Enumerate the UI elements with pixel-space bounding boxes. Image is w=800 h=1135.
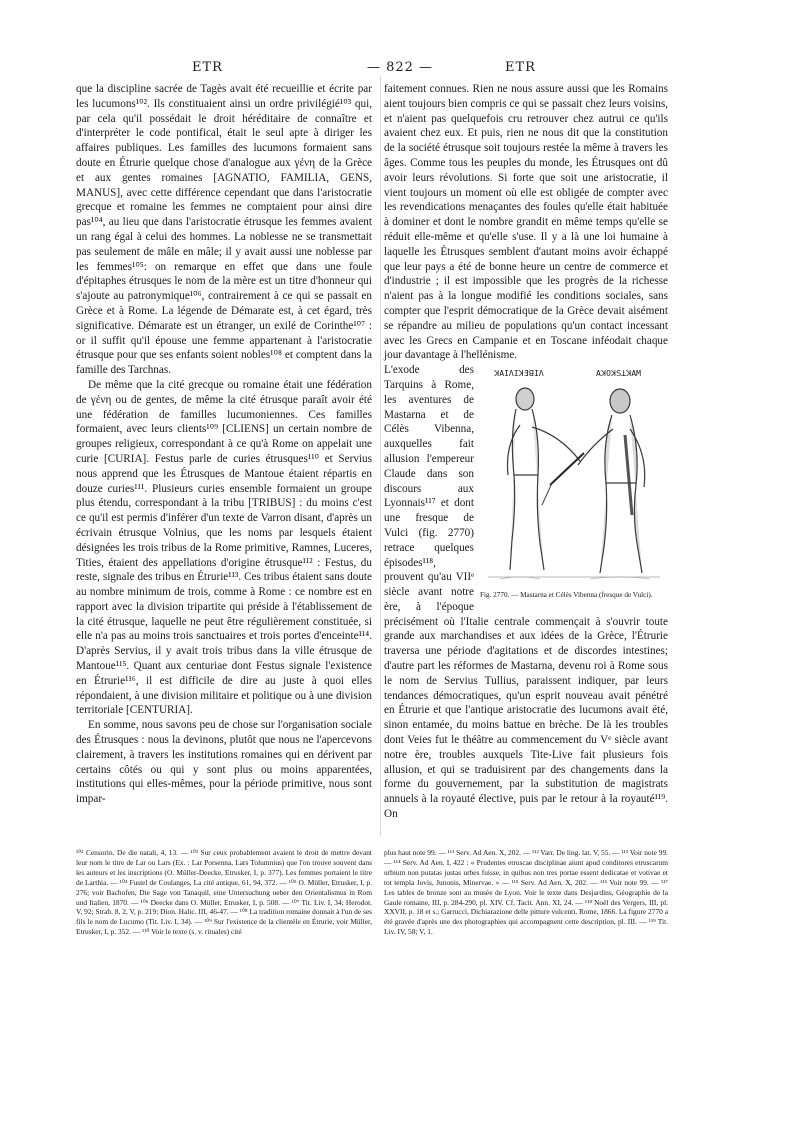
- column-divider: [380, 76, 381, 836]
- paragraph: En somme, nous savons peu de chose sur l'organisation sociale des Étrusques : nous la devinons, plutôt que nous ne l'apercevons clairement, à travers les institutions romaines qui en dérivent par certains côtés ou qui y sont plus ou moins apparentées, institutions qui elles-mêmes, pour la période primitive, nous sont impar-: [76, 719, 372, 806]
- fresco-illustration: [480, 365, 668, 587]
- paragraph: De même que la cité grecque ou romaine était une fédération de γένη ou de gentes, de même la cité étrusque paraît avoir été une fédération de familles lucumoniennes. Ces familles formaient, avec leurs clients¹⁰⁹ [CLIENS] un certain nombre de groupes religieux, correspondant à ce qu'à Rome on appelait une curie [CURIA]. Festus parle de curies étrusques¹¹⁰ et Servius nous apprend que les Étrusques de Mantoue étaient répartis en douze curies¹¹¹. Plusieurs curies ensemble formaient un groupe plus étendu, correspondant à la tribu [TRIBUS] : du moins c'est ce qu'il est permis d'inférer d'un texte de Varron disant, d'après un écrivain étrusque Volnius, que les noms par lesquels étaient désignées les trois tribus de la Rome primitive, Ramnes, Luceres, Tities, étaient des appellations d'origine étrusque¹¹² : Festus, du reste, signale des tribus en Étrurie¹¹³. Ces tribus étaient sans doute au nombre minimum de trois, comme à Rome : ce nombre est en rapport avec la division tripartite qui préside à l'établissement de la cité étrusque, laquelle ne peut être régulièrement constituée, si elle n'a pas au moins trois sanctuaires et trois portes d'enceinte¹¹⁴. D'après Servius, il y avait trois tribus dans la ville étrusque de Mantoue¹¹⁵. Quant aux centuriae dont Festus signale l'existence en Étrurie¹¹⁶, il est difficile de dire au juste à quoi elles répondaient, à une division militaire et politique ou à une division territoriale [CENTURIA].: [76, 378, 372, 717]
- running-header-left: ETR: [192, 60, 223, 75]
- paragraph: L'exode des Tarquins à Rome, les aventures de Mastarna et de Célès Vibenna, auxquelles fait allusion l'empereur Claude dans son discours aux Lyonnais¹¹⁷ et dont une fresque de Vulci (fig. 2770) retrace quelques épisodes¹¹⁸, prouvent qu'au VIIᵉ siècle avant notre ère, à l'époque précisément où l'Italie centrale commençait à s'ouvrir toute grande aux marchandises et aux idées de la Grèce, l'Étrurie traversa une période d'agitations et de discordes intestines; d'autre part les réformes de Mastarna, devenu roi à Rome sous le nom de Servius Tullius, paraissent indiquer, par leurs tendances démocratiques, qu'un esprit nouveau avait pénétré en Étrurie et que l'antique aristocratie des lucumons avait été, sinon entamée, du moins battue en brèche. De là les troubles dont Veies fut le théâtre au commencement du Vᵉ siècle avant notre ère, troubles auxquels Tite-Live fait plusieurs fois allusion, et qui se traduisirent par des changements dans la forme du gouvernement, par la substitution de magistrats annuels à la royauté élective, puis par le retour à la royauté¹¹⁹. On: [384, 364, 668, 821]
- fresco-inscription-right: AꓘOꓘꓢꓕꓘAM: [596, 369, 641, 379]
- footnotes-right: plus haut note 99. — ¹¹¹ Serv. Ad Aen. X, 202. — ¹¹² Varr. De ling. lat. V, 55. — ¹¹³ Voir note 99. — ¹¹⁴ Serv. Ad Aen. I, 422 : « Prudentes etruscae disciplinae aiunt apud conditores etruscarum urbium non putatas justas urbes fuisse, in quibus non tres portae essent dedicatae et votivae et tot templa Jovis, Junonis, Minervae. » — ¹¹⁵ Serv. Ad Aen. X, 202. — ¹¹⁶ Voir note 99. — ¹¹⁷ Les tables de bronze sont au musée de Lyon. Voir le texte dans Desjardins, Géographie de la Gaule romaine, III, p. 284-290, pl. XIV. Cf. Tacit. Ann. XI, 24. — ¹¹⁸ Noël des Vergers, III, pl. XXVII, p. 18 et s.; Garrucci, Dichiarazione delle pitture vulcenti, Rome, 1866. La figure 2770 a été gravée d'après une des photographies qui accompagnent cette description, pl. III. — ¹¹⁹ Tit. Liv. IV, 58; V, 1.: [384, 848, 669, 937]
- fresco-inscription-left: ꓘAIΛIꓘƎꓭIΛ: [494, 369, 544, 379]
- running-header-right: ETR: [505, 60, 536, 75]
- left-column: [76, 82, 372, 807]
- right-column: [384, 82, 668, 822]
- paragraph: faitement connues. Rien ne nous assure aussi que les Romains aient toujours bien compris ce qui se passait chez leurs voisins, et n'aient pas quelquefois cru retrouver chez autrui ce qu'ils avaient chez eux. Et puis, rien ne nous dit que la constitution de la société étrusque soit toujours restée la même à travers les âges. Comme tous les peuples du monde, les Étrusques ont dû avoir leurs révolutions. Si forte que soit une aristocratie, il vient toujours un moment où elle est obligée de compter avec les revendications menaçantes des foules qu'elle était habituée à dominer et dont le nombre grandit en même temps qu'elle se réduit elle-même et qu'elle s'use. Il y a là une loi humaine à laquelle les Étrusques semblent d'autant moins avoir échappé que leur pays a été de bonne heure un centre de commerce et d'industrie ; il est impossible que les progrès de la richesse n'aient pas à la longue modifié les conditions sociales, sans compter que l'esprit démocratique de la Grèce devait aisément se répandre au milieu de populations qu'un contact incessant avec les Grecs en Campanie et en Toscane inféodait chaque jour davantage à l'hellénisme.: [384, 83, 668, 362]
- figure-2770: [480, 365, 668, 605]
- page-number: — 822 —: [366, 60, 434, 75]
- footnotes-left: ¹⁰² Censorin. De die natali, 4, 13. — ¹⁰³ Sur ceux probablement avaient le droit de mettre devant leur nom le titre de Lar ou Lars (Ex. : Lar Porsenna, Lars Tolumnius) que l'on trouve souvent dans les auteurs et les inscriptions (O. Müller-Deecke, Etrusker, I, p. 377). Les femmes portaient le titre de Larthia. — ¹⁰⁴ Fustel de Coulanges, La cité antique, 61, 94, 372. — ¹⁰⁵ O. Müller, Etrusker, I, p. 276; voir Bachofen, Die Sage von Tanaquil, eine Untersuchung ueber den Orientalismus in Rom und Italien, 1870. — ¹⁰⁶ Deecke dans O. Müller, Etrusker, I, p. 508. — ¹⁰⁷ Tit. Liv. I, 34; Herodot. V, 92; Strab. 8, 2, V, p. 219; Dion. Halic. III, 46-47. — ¹⁰⁸ La tradition romaine donnait à l'un de ses fils le nom de Lucumo (Tit. Liv. I, 34). — ¹⁰⁹ Sur l'existence de la clientèle en Étrurie, voir Müller, Etrusker, I, p. 352. — ¹¹⁰ Voir le texte (s. v. rituales) cité: [76, 848, 372, 937]
- figure-caption: Fig. 2770. — Mastarna et Célès Vibenna (fresque de Vulci).: [480, 591, 653, 600]
- paragraph: que la discipline sacrée de Tagès avait été recueillie et écrite par les lucumons¹⁰². Ils constituaient ainsi un ordre privilégié¹⁰³ qui, par cela qu'il possédait le droit héréditaire de connaître et d'interpréter le code pontifical, était le seul apte à diriger les affaires publiques. Les familles des lucumons formaient sans doute en Étrurie quelque chose d'analogue aux γένη de la Grèce et aux gentes romaines [AGNATIO, FAMILIA, GENS, MANUS], avec cette différence cependant que dans l'aristocratie grecque et romaine les femmes ne comptaient pour ainsi dire pas¹⁰⁴, au lieu que dans l'aristocratie étrusque les femmes avaient un rang égal à celui des hommes. La noblesse ne se transmettait pas seulement de mâle en mâle; il y avait aussi une noblesse par les femmes¹⁰⁵: on remarque en effet que dans une foule d'épitaphes étrusques le nom de la mère est un titre d'honneur qui s'ajoute au patronymique¹⁰⁶, contrairement à ce qui se passait en Grèce et à Rome. La légende de Démarate est, à cet égard, très significative. Démarate est un étranger, un exilé de Corinthe¹⁰⁷ : or il suffit qu'il épouse une femme appartenant à l'aristocratie étrusque pour que ses enfants soient nobles¹⁰⁸ et comptent dans la famille des Tarchnas.: [76, 83, 372, 377]
